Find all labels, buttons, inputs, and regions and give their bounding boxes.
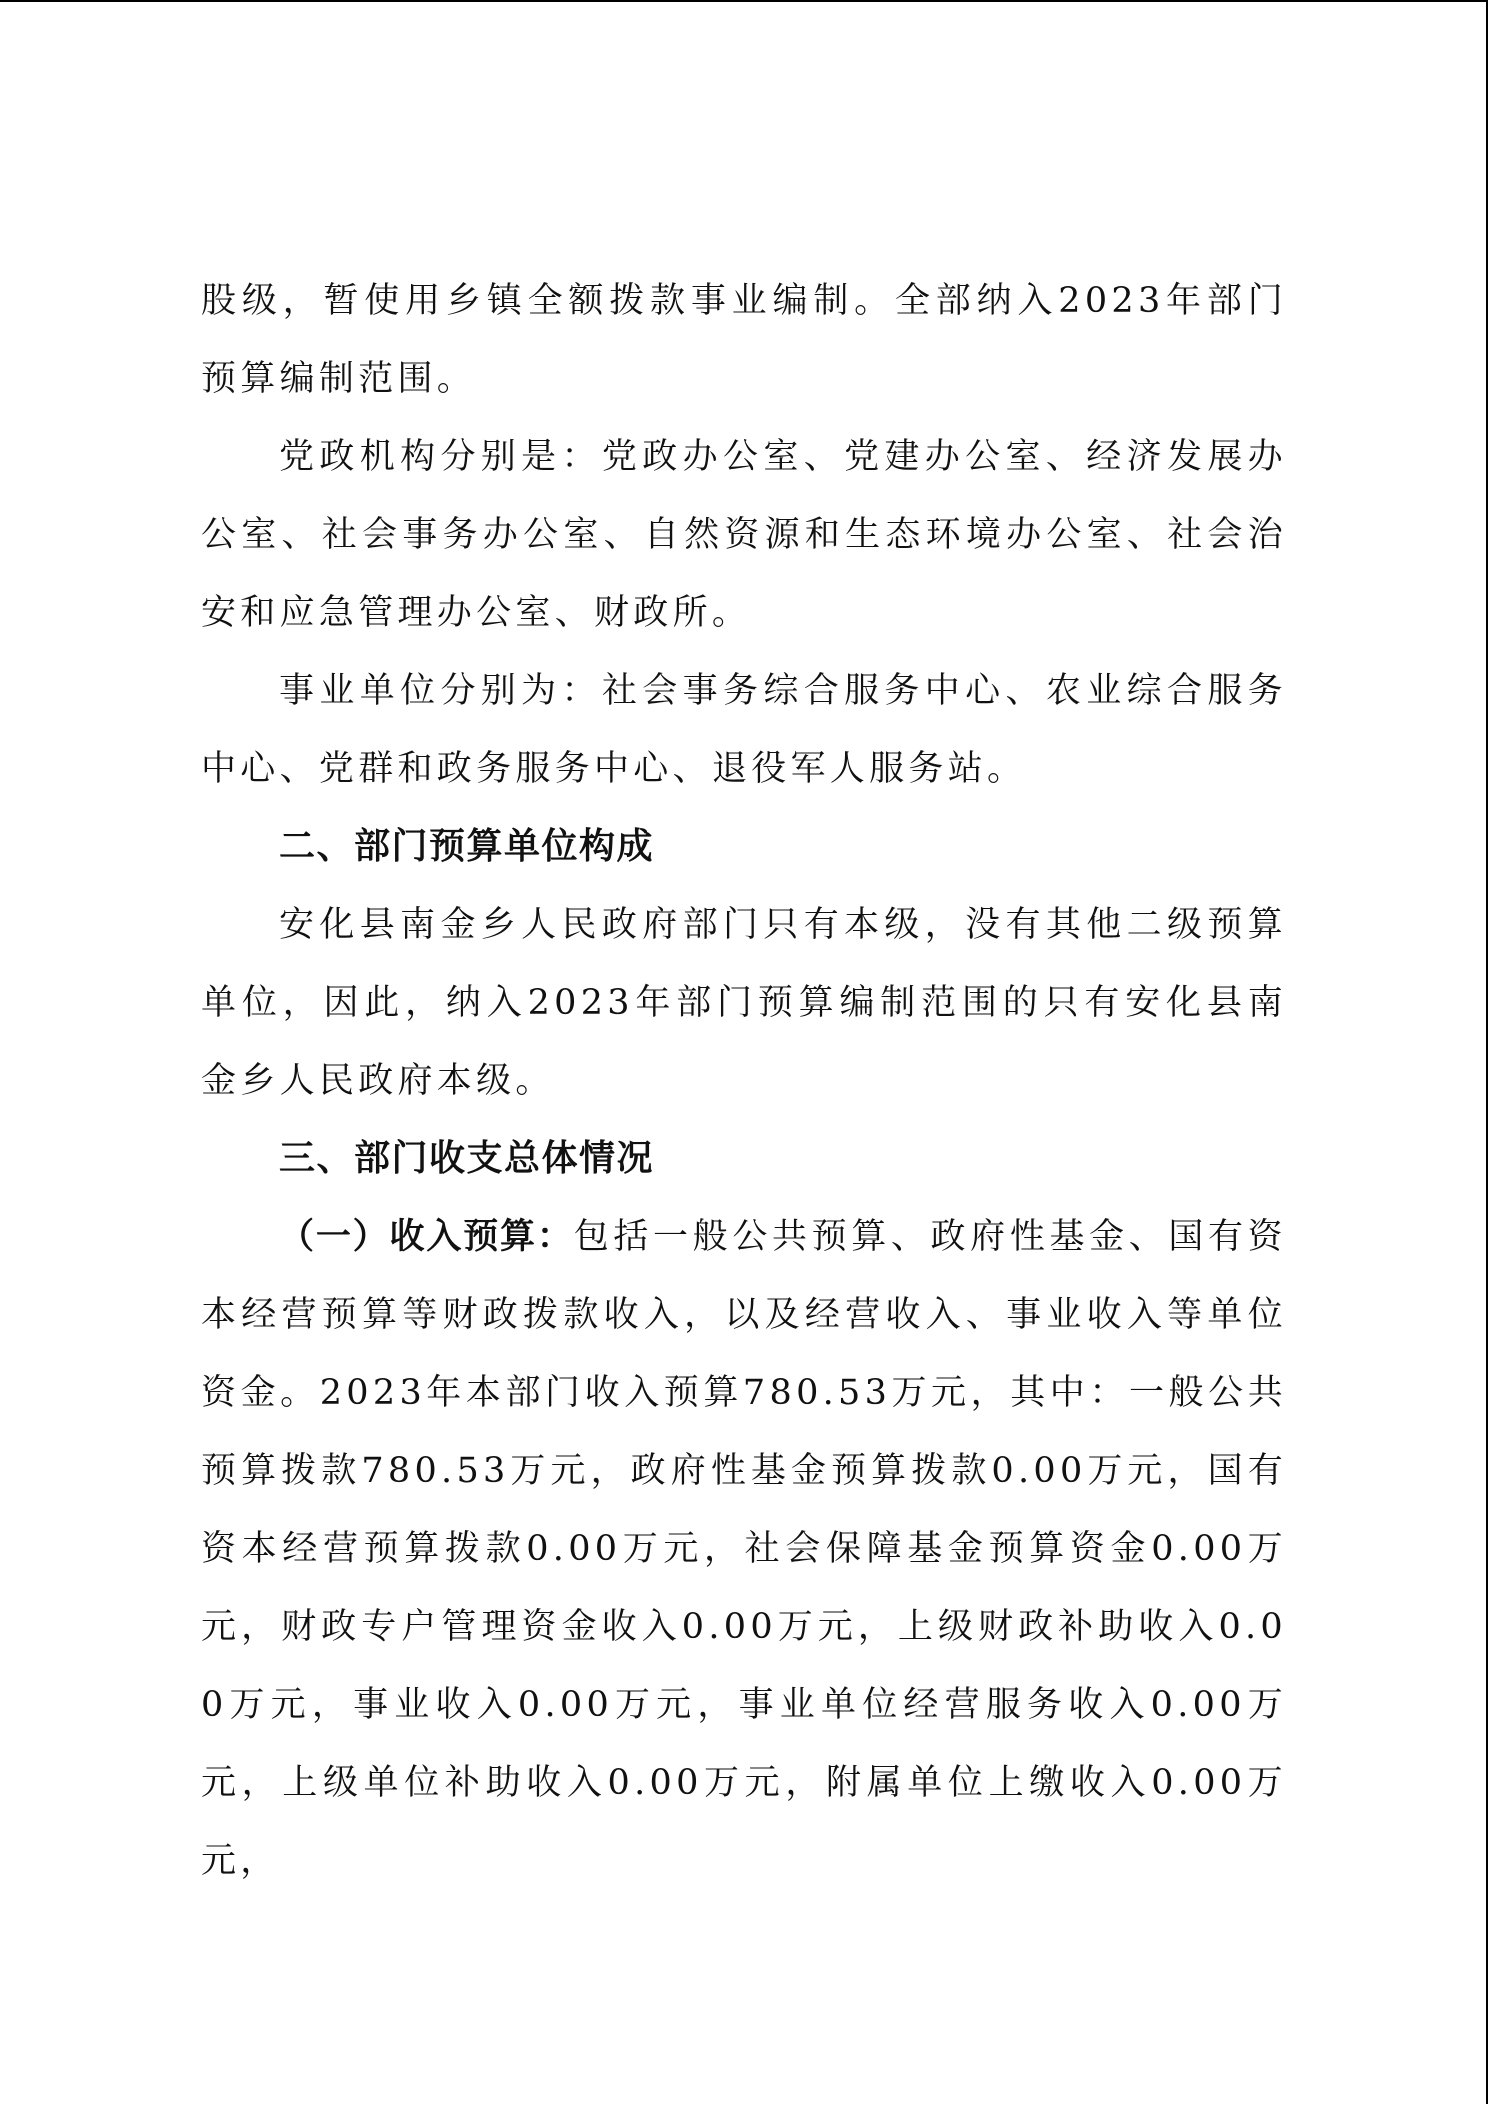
document-body — [201, 262, 1287, 1900]
paragraph-revenue-budget — [201, 1198, 1287, 1900]
section-heading-revenue-expenditure: 三、部门收支总体情况 — [279, 1138, 655, 1179]
paragraph-party-institutions: 党政机构分别是：党政办公室、党建办公室、经济发展办公室、社会事务办公室、自然资源和生态环境办公室、社会治安和应急管理办公室、财政所。 — [201, 437, 1287, 633]
paragraph-budget-units: 安化县南金乡人民政府部门只有本级，没有其他二级预算单位，因此，纳入2023年部门预算编制范围的只有安化县南金乡人民政府本级。 — [201, 905, 1287, 1101]
revenue-budget-lead: （一）收入预算： — [279, 1217, 574, 1257]
section-heading-budget-units: 二、部门预算单位构成 — [279, 826, 655, 867]
paragraph-staffing: 股级，暂使用乡镇全额拨款事业编制。全部纳入2023年部门预算编制范围。 — [201, 281, 1287, 399]
revenue-budget-body: 包括一般公共预算、政府性基金、国有资本经营预算等财政拨款收入，以及经营收入、事业收入等单位资金。2023年本部门收入预算780.53万元，其中：一般公共预算拨款780.53万元，政府性基金预算拨款0.00万元，国有资本经营预算拨款0.00万元，社会保障基金预算资金0.00万元，财政专户管理资金收入0.00万元，上级财政补助收入0.00万元，事业收入0.00万元，事业单位经营服务收入0.00万元，上级单位补助收入0.00万元，附属单位上缴收入0.00万元， — [201, 1217, 1287, 1881]
paragraph-public-institutions: 事业单位分别为：社会事务综合服务中心、农业综合服务中心、党群和政务服务中心、退役军人服务站。 — [201, 671, 1287, 789]
